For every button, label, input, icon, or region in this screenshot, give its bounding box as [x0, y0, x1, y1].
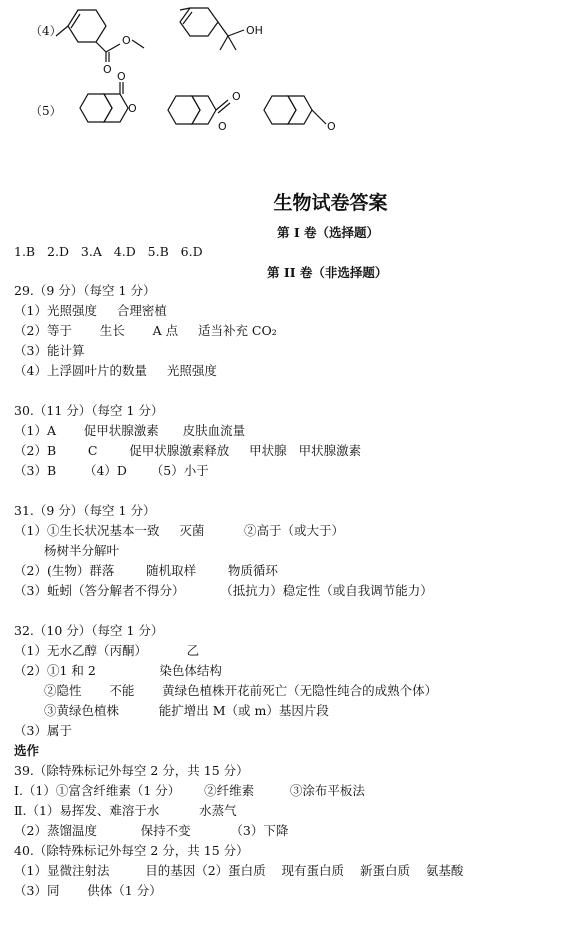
atom-o: O: [122, 34, 131, 47]
structure-4a: [56, 10, 144, 76]
page-title: 生物试卷答案: [273, 192, 388, 214]
answer-line: （3）同 供体（1 分）: [14, 883, 162, 898]
answer-line: 29.（9 分）（每空 1 分）: [14, 283, 156, 298]
hydroxyl-label: OH: [246, 24, 263, 37]
atom-o: O: [232, 90, 241, 103]
answer-line: （2）(生物）群落 随机取样 物质循环: [14, 563, 278, 578]
answer-line: （3）B （4）D （5）小于: [14, 463, 209, 478]
part2-heading: 第 II 卷（非选择题）: [267, 265, 388, 280]
answer-line: （1）①生长状况基本一致 灭菌 ②高于（或大于）: [14, 523, 345, 538]
answer-line: （2）B C 促甲状腺激素释放 甲状腺 甲状腺激素: [14, 443, 362, 458]
answer-line: （2）蒸馏温度 保持不变 （3）下降: [14, 823, 289, 838]
answer-line: ③黄绿色植株 能扩增出 M（或 m）基因片段: [44, 703, 329, 718]
answer-line: （1）显微注射法 目的基因（2）蛋白质 现有蛋白质 新蛋白质 氨基酸: [14, 863, 464, 878]
answer-line: （1）光照强度 合理密植: [14, 303, 167, 318]
atom-o: O: [218, 120, 227, 133]
structure-5c: [264, 96, 336, 133]
atom-o: O: [117, 70, 126, 83]
answer-line: （2）①1 和 2 染色体结构: [14, 663, 222, 678]
label-4: （4）: [30, 24, 62, 38]
answer-line: 40.（除特殊标记外每空 2 分，共 15 分）: [14, 843, 249, 858]
answer-line: 30.（11 分）（每空 1 分）: [14, 403, 164, 418]
answer-line: （3）能计算: [14, 343, 85, 358]
elective-heading: 选作: [14, 743, 40, 758]
atom-o: O: [128, 102, 137, 115]
answer-line: 39.（除特殊标记外每空 2 分，共 15 分）: [14, 763, 249, 778]
structure-5b: [168, 90, 241, 133]
structure-5a: [80, 70, 137, 122]
chemical-structures: [0, 0, 561, 150]
part1-heading: 第 I 卷（选择题）: [277, 225, 380, 240]
atom-o: O: [327, 120, 336, 133]
answer-line: 31.（9 分）（每空 1 分）: [14, 503, 156, 518]
answer-line: （4）上浮圆叶片的数量 光照强度: [14, 363, 217, 378]
answer-line: ②隐性 不能 黄绿色植株开花前死亡（无隐性纯合的成熟个体）: [44, 683, 438, 698]
answer-line: （3）蚯蚓（答分解者不得分） （抵抗力）稳定性（或自我调节能力）: [14, 583, 433, 598]
atom-o: O: [103, 63, 112, 76]
answer-line: （1）A 促甲状腺激素 皮肤血流量: [14, 423, 246, 438]
answer-line: （1）无水乙醇（丙酮） 乙: [14, 643, 200, 658]
answer-line: （3）属于: [14, 723, 72, 738]
answer-line: Ⅰ.（1）①富含纤维素（1 分） ②纤维素 ③涂布平板法: [14, 783, 365, 798]
answer-line: （2）等于 生长 A 点 适当补充 CO₂: [14, 323, 277, 338]
answer-line: 杨树半分解叶: [44, 543, 120, 558]
mc-answers: 1.B 2.D 3.A 4.D 5.B 6.D: [14, 244, 203, 259]
answer-line: Ⅱ.（1）易挥发、难溶于水 水蒸气: [14, 803, 237, 818]
label-5: （5）: [30, 104, 62, 118]
structure-4b: [180, 8, 263, 50]
answer-line: 32.（10 分）（每空 1 分）: [14, 623, 164, 638]
